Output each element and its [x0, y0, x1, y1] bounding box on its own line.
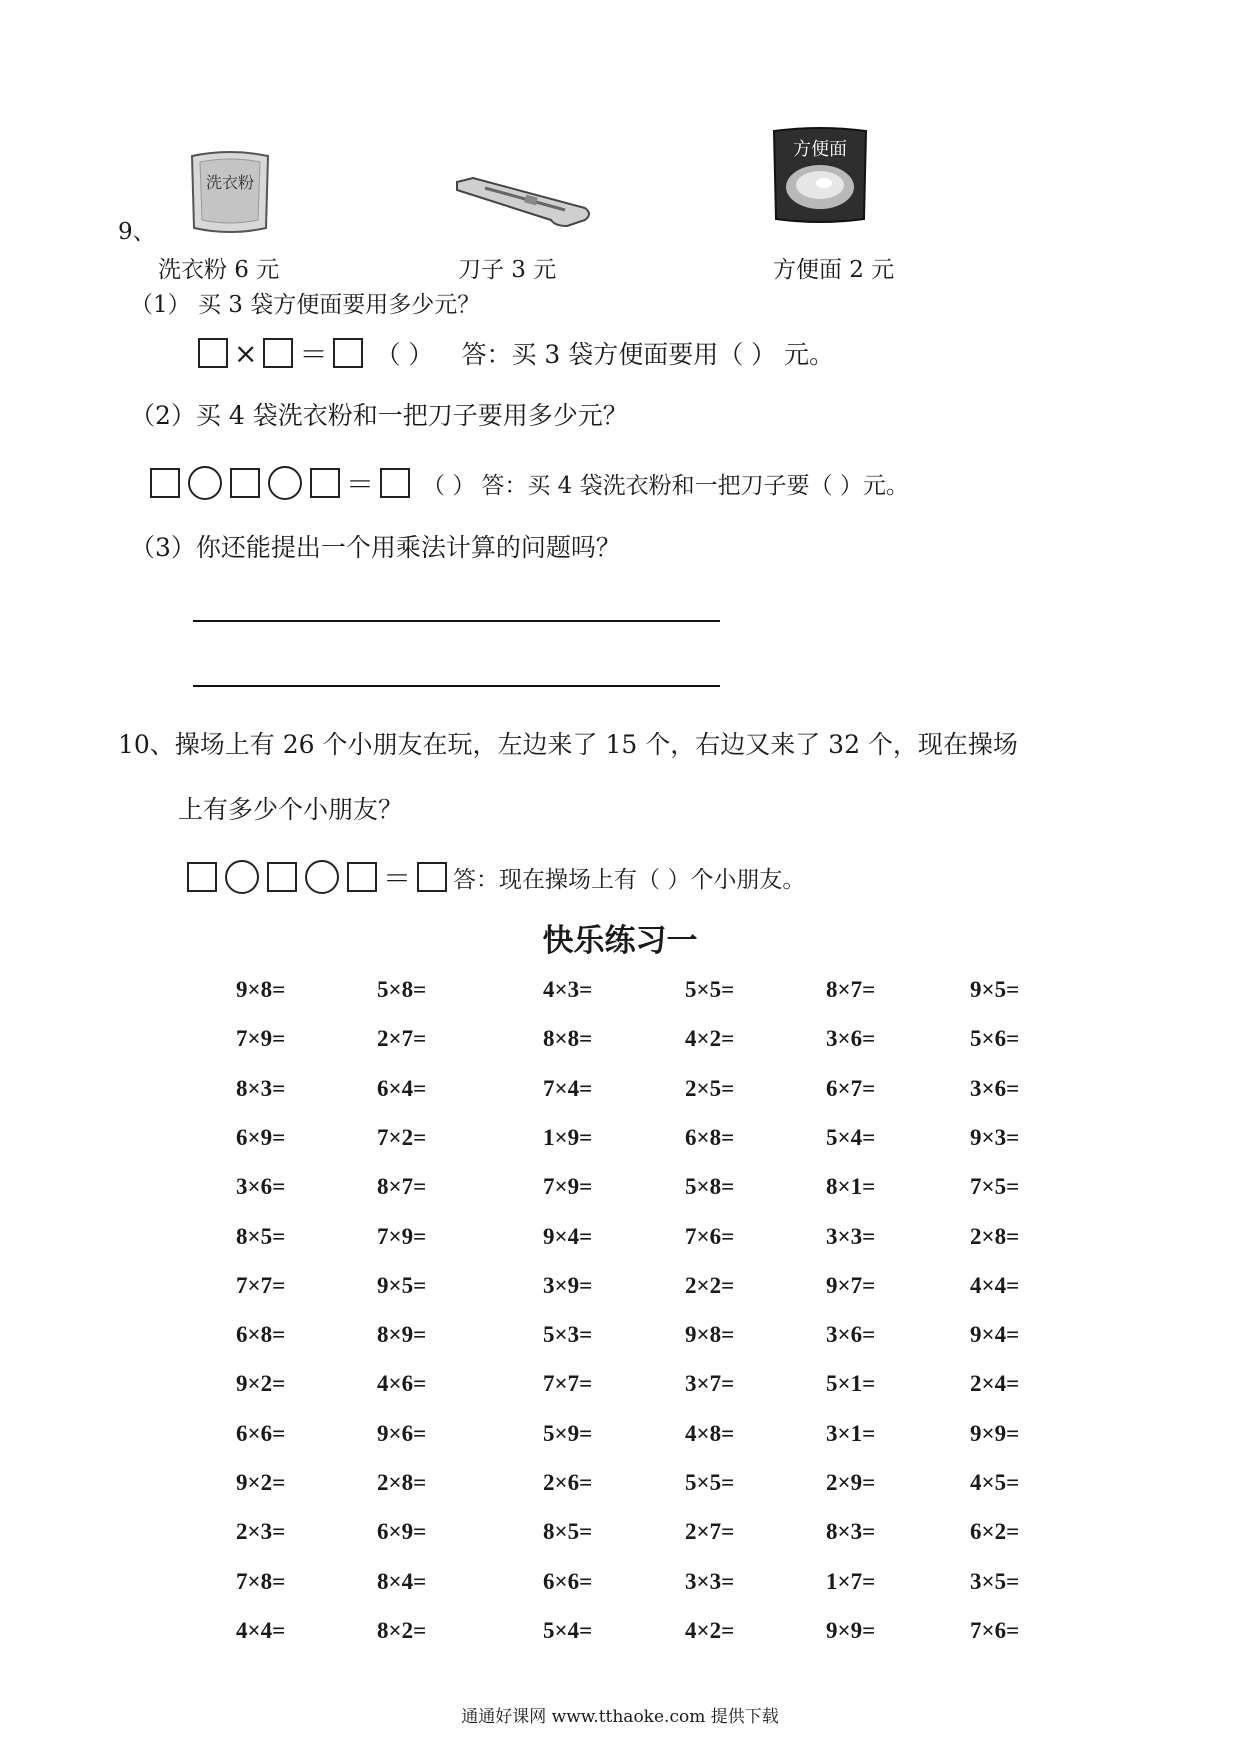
equals-sign: ＝ — [383, 862, 412, 895]
practice-item: 3×6= — [970, 1076, 1020, 1101]
practice-item: 4×4= — [970, 1273, 1020, 1298]
practice-item: 4×2= — [685, 1026, 735, 1051]
practice-item: 7×7= — [236, 1273, 286, 1298]
times-sign: × — [234, 336, 258, 370]
practice-item: 7×8= — [236, 1569, 286, 1594]
q9-sub2-answer: 答：买 4 袋洗衣粉和一把刀子要（ ）元。 — [481, 472, 909, 499]
practice-item: 3×7= — [685, 1371, 735, 1396]
practice-item: 2×6= — [543, 1470, 593, 1495]
practice-item: 7×7= — [543, 1371, 593, 1396]
utility-knife-icon — [455, 170, 595, 240]
noodle-pack-text: 方便面 — [793, 139, 847, 160]
practice-item: 3×3= — [826, 1224, 876, 1249]
practice-item: 7×9= — [377, 1224, 427, 1249]
answer-box[interactable] — [310, 468, 340, 498]
instant-noodle-pack-icon — [770, 125, 870, 225]
operator-circle[interactable] — [268, 466, 302, 500]
q10-text-line1: 10、操场上有 26 个小朋友在玩，左边来了 15 个，右边又来了 32 个，现在操场 — [118, 730, 1018, 759]
practice-item: 2×8= — [970, 1224, 1020, 1249]
practice-item: 5×3= — [543, 1322, 593, 1347]
equals-sign: ＝ — [346, 468, 375, 501]
practice-item: 5×8= — [685, 1174, 735, 1199]
answer-box[interactable] — [417, 862, 447, 892]
equals-sign: ＝ — [299, 338, 328, 371]
q9-sub1-question: （1） 买 3 袋方便面要用多少元？ — [130, 292, 481, 318]
practice-item: 6×8= — [236, 1322, 286, 1347]
practice-item: 6×6= — [543, 1569, 593, 1594]
practice-item: 8×7= — [826, 977, 876, 1002]
practice-title: 快乐练习一 — [542, 923, 698, 959]
practice-item: 2×7= — [377, 1026, 427, 1051]
practice-item: 6×6= — [236, 1421, 286, 1446]
answer-box[interactable] — [150, 468, 180, 498]
practice-item: 8×3= — [826, 1519, 876, 1544]
practice-item: 8×8= — [543, 1026, 593, 1051]
practice-item: 4×8= — [685, 1421, 735, 1446]
practice-item: 5×9= — [543, 1421, 593, 1446]
practice-item: 3×1= — [826, 1421, 876, 1446]
practice-item: 4×2= — [685, 1618, 735, 1643]
practice-item: 3×5= — [970, 1569, 1020, 1594]
unit-paren: （ ） — [375, 340, 434, 369]
practice-item: 7×4= — [543, 1076, 593, 1101]
practice-item: 9×6= — [377, 1421, 427, 1446]
practice-item: 3×9= — [543, 1273, 593, 1298]
footer: 通通好课网 www.tthaoke.com 提供下载 — [461, 1707, 779, 1727]
practice-item: 6×7= — [826, 1076, 876, 1101]
operator-circle[interactable] — [188, 466, 222, 500]
q10-text-line2: 上有多少个小朋友？ — [178, 795, 404, 824]
item-label-knife: 刀子 3 元 — [458, 257, 557, 283]
practice-item: 8×4= — [377, 1569, 427, 1594]
practice-item: 6×2= — [970, 1519, 1020, 1544]
practice-item: 8×2= — [377, 1618, 427, 1643]
practice-item: 5×5= — [685, 1470, 735, 1495]
practice-item: 9×4= — [543, 1224, 593, 1249]
q9-sub3-question: （3）你还能提出一个用乘法计算的问题吗？ — [130, 533, 621, 562]
detergent-bag-text: 洗衣粉 — [205, 173, 255, 192]
answer-box[interactable] — [267, 862, 297, 892]
practice-item: 5×1= — [826, 1371, 876, 1396]
practice-item: 8×1= — [826, 1174, 876, 1199]
practice-item: 5×5= — [685, 977, 735, 1002]
practice-item: 4×3= — [543, 977, 593, 1002]
practice-item: 9×2= — [236, 1470, 286, 1495]
practice-item: 2×9= — [826, 1470, 876, 1495]
practice-item: 8×5= — [543, 1519, 593, 1544]
practice-item: 7×9= — [236, 1026, 286, 1051]
practice-item: 5×4= — [826, 1125, 876, 1150]
answer-box[interactable] — [380, 468, 410, 498]
practice-item: 9×2= — [236, 1371, 286, 1396]
practice-item: 8×5= — [236, 1224, 286, 1249]
practice-item: 3×6= — [236, 1174, 286, 1199]
q10-answer: 答：现在操场上有（ ）个小朋友。 — [453, 866, 806, 893]
detergent-bag-icon — [186, 148, 274, 236]
practice-item: 4×6= — [377, 1371, 427, 1396]
practice-item: 6×8= — [685, 1125, 735, 1150]
practice-item: 5×8= — [377, 977, 427, 1002]
q9-sub1-answer: 答：买 3 袋方便面要用（ ） 元。 — [461, 340, 835, 369]
practice-item: 4×5= — [970, 1470, 1020, 1495]
q9-sub2-question: （2）买 4 袋洗衣粉和一把刀子要用多少元？ — [130, 401, 628, 430]
practice-item: 9×9= — [826, 1618, 876, 1643]
practice-item: 3×3= — [685, 1569, 735, 1594]
answer-box[interactable] — [347, 862, 377, 892]
practice-item: 2×3= — [236, 1519, 286, 1544]
practice-item: 9×8= — [236, 977, 286, 1002]
practice-item: 7×6= — [970, 1618, 1020, 1643]
practice-item: 9×4= — [970, 1322, 1020, 1347]
practice-item: 3×6= — [826, 1322, 876, 1347]
practice-item: 9×8= — [685, 1322, 735, 1347]
practice-item: 8×7= — [377, 1174, 427, 1199]
practice-item: 7×5= — [970, 1174, 1020, 1199]
practice-item: 9×3= — [970, 1125, 1020, 1150]
practice-item: 8×9= — [377, 1322, 427, 1347]
answer-box[interactable] — [230, 468, 260, 498]
practice-item: 7×2= — [377, 1125, 427, 1150]
practice-item: 5×4= — [543, 1618, 593, 1643]
practice-item: 9×9= — [970, 1421, 1020, 1446]
q9-sub1-equation — [198, 333, 834, 373]
answer-line[interactable] — [193, 620, 720, 622]
item-label-detergent: 洗衣粉 6 元 — [158, 257, 280, 283]
question-9-number: 9、 — [118, 219, 156, 245]
practice-item: 1×7= — [826, 1569, 876, 1594]
practice-item: 2×7= — [685, 1519, 735, 1544]
practice-item: 9×7= — [826, 1273, 876, 1298]
practice-item: 9×5= — [377, 1273, 427, 1298]
q10-equation — [187, 857, 805, 897]
practice-item: 6×9= — [236, 1125, 286, 1150]
practice-item: 6×9= — [377, 1519, 427, 1544]
practice-item: 9×5= — [970, 977, 1020, 1002]
practice-item: 7×9= — [543, 1174, 593, 1199]
answer-box[interactable] — [198, 338, 228, 368]
practice-item: 2×5= — [685, 1076, 735, 1101]
q9-sub2-equation — [150, 463, 909, 503]
practice-item: 2×2= — [685, 1273, 735, 1298]
practice-item: 6×4= — [377, 1076, 427, 1101]
operator-circle[interactable] — [305, 860, 339, 894]
practice-item: 1×9= — [543, 1125, 593, 1150]
practice-item: 2×8= — [377, 1470, 427, 1495]
item-label-noodles: 方便面 2 元 — [773, 257, 895, 283]
practice-item: 4×4= — [236, 1618, 286, 1643]
practice-item: 7×6= — [685, 1224, 735, 1249]
practice-item: 2×4= — [970, 1371, 1020, 1396]
practice-item: 8×3= — [236, 1076, 286, 1101]
answer-box[interactable] — [333, 338, 363, 368]
answer-box[interactable] — [187, 862, 217, 892]
answer-line[interactable] — [193, 685, 720, 687]
answer-box[interactable] — [263, 338, 293, 368]
unit-paren: （ ） — [422, 472, 476, 499]
operator-circle[interactable] — [225, 860, 259, 894]
practice-item: 5×6= — [970, 1026, 1020, 1051]
practice-item: 3×6= — [826, 1026, 876, 1051]
